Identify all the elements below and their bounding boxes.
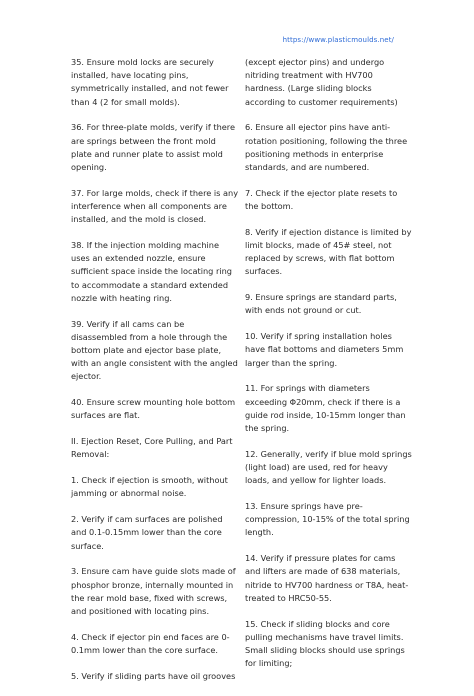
paragraph-35: 35. Ensure mold locks are securely installed, have locating pins, symmetrically installed, and not fewer than 4 (2 for small molds). <box>71 57 229 107</box>
paragraph-1: 1. Check if ejection is smooth, without jamming or abnormal noise. <box>71 475 228 499</box>
paragraph-37: 37. For large molds, check if there is any interference when all components are installed, and the mold is closed. <box>71 187 239 225</box>
paragraph-40: 40. Ensure screw mounting hole bottom surfaces are flat. <box>71 397 236 421</box>
paragraph-10: 10. Verify if spring installation holes have flat bottoms and diameters 5mm larger than the spring. <box>245 331 404 368</box>
paragraph-4: 4. Check if ejector pin end faces are 0-0.1mm lower than the core surface. <box>71 631 230 656</box>
header-url-link[interactable]: https://www.plasticmoulds.net/ <box>282 36 394 44</box>
paragraph-15: 15. Check if sliding blocks and core pulling mechanisms have travel limits. Small sliding blocks should use springs for limiting; <box>245 618 405 669</box>
section-heading-ejection: II. Ejection Reset, Core Pulling, and Part Removal: <box>71 436 233 460</box>
right-column <box>245 56 413 683</box>
paragraph-13: 13. Ensure springs have pre-compression, 10-15% of the total spring length. <box>245 501 410 538</box>
paragraph-7: 7. Check if the ejector plate resets to the bottom. <box>245 187 398 212</box>
paragraph-5: 5. Verify if sliding parts have oil grooves <box>71 670 236 681</box>
paragraph-11: 11. For springs with diameters exceeding Φ20mm, check if there is a guide rod inside, 10-15mm longer than the spring. <box>245 383 406 434</box>
paragraph-14: 14. Verify if pressure plates for cams and lifters are made of 638 materials, nitride to HV700 hardness or T8A, heat-treated to HRC50-55. <box>245 553 409 603</box>
paragraph-38: 38. If the injection molding machine uses an extended nozzle, ensure sufficient space inside the locating ring to accommodate a standard extended nozzle with heating ring. <box>71 240 232 303</box>
paragraph-9: 9. Ensure springs are standard parts, with ends not ground or cut. <box>245 292 397 316</box>
paragraph-2: 2. Verify if cam surfaces are polished and 0.1-0.15mm lower than the core surface. <box>71 514 223 551</box>
paragraph-12: 12. Generally, verify if blue mold springs (light load) are used, red for heavy loads, and yellow for lighter loads. <box>245 448 412 486</box>
paragraph-5-continued: (except ejector pins) and undergo nitriding treatment with HV700 hardness. (Large sliding blocks according to customer requirements) <box>245 57 398 107</box>
paragraph-36: 36. For three-plate molds, verify if there are springs between the front mold plate and runner plate to assist mold opening. <box>71 122 236 173</box>
left-column <box>71 56 239 696</box>
paragraph-6: 6. Ensure all ejector pins have anti-rotation positioning, following the three positioning methods in enterprise standards, and are numbered. <box>245 122 408 173</box>
paragraph-3: 3. Ensure cam have guide slots made of phosphor bronze, internally mounted in the rear mold base, fixed with screws, and positioned with locating pins. <box>71 566 236 617</box>
paragraph-39: 39. Verify if all cams can be disassembled from a hole through the bottom plate and ejector base plate, with an angle consistent with the angled ejector. <box>71 318 238 382</box>
paragraph-8: 8. Verify if ejection distance is limited by limit blocks, made of 45# steel, not replaced by screws, with flat bottom surfaces. <box>245 226 412 277</box>
